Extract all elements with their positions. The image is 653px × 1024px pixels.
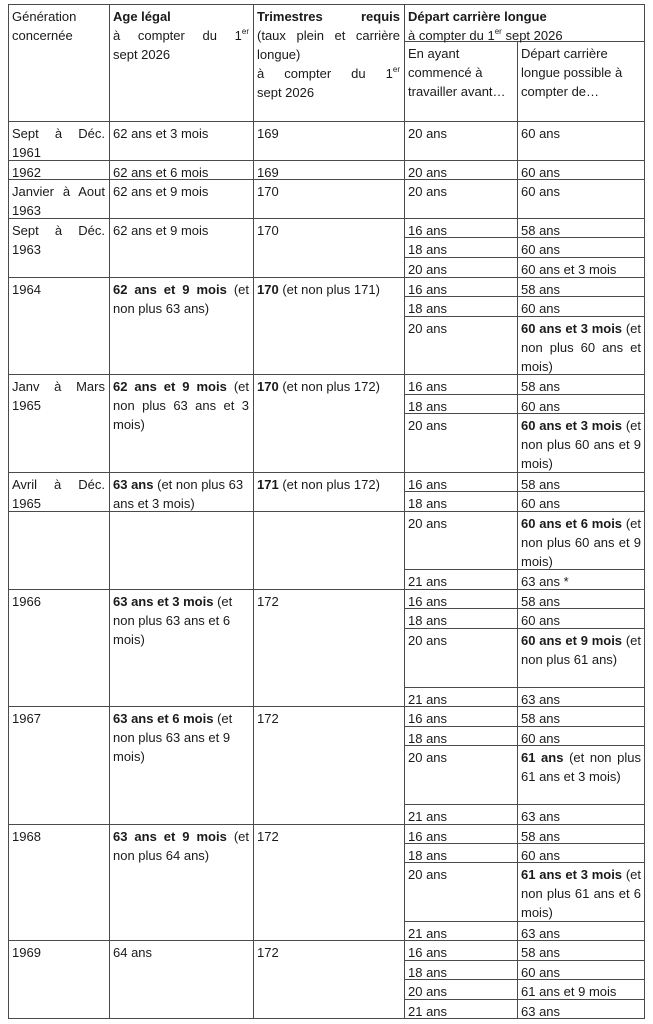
age-cell: 62 ans et 6 mois xyxy=(113,165,209,180)
start-age-cell: 21 ans xyxy=(408,926,448,941)
age-cell: 63 ans et 3 mois (et non plus 63 ans et 6 mois) xyxy=(113,594,233,647)
generation-cell: 1962 xyxy=(12,165,41,180)
start-age-cell: 18 ans xyxy=(408,242,448,257)
depart-cell: 58 ans xyxy=(521,711,561,726)
start-age-cell: 20 ans xyxy=(408,867,448,882)
generation-cell: Avril à Déc. 1965 xyxy=(12,477,105,511)
depart-cell: 61 ans et 3 mois (et non plus 61 ans et 6 mois) xyxy=(521,867,641,920)
start-age-cell: 20 ans xyxy=(408,418,448,433)
depart-cell: 60 ans xyxy=(521,613,561,628)
age-cell: 63 ans et 9 mois (et non plus 64 ans) xyxy=(113,829,249,863)
depart-cell: 60 ans xyxy=(521,184,561,199)
start-age-cell: 16 ans xyxy=(408,223,448,238)
depart-cell: 60 ans xyxy=(521,126,561,141)
start-age-cell: 16 ans xyxy=(408,477,448,492)
start-age-cell: 18 ans xyxy=(408,965,448,980)
depart-cell: 63 ans xyxy=(521,1004,561,1019)
start-age-cell: 18 ans xyxy=(408,301,448,316)
depart-cell: 58 ans xyxy=(521,594,561,609)
start-age-cell: 20 ans xyxy=(408,516,448,531)
header-generation: Génération concernée xyxy=(12,9,77,43)
start-age-cell: 16 ans xyxy=(408,829,448,844)
trimestres-cell: 172 xyxy=(257,945,279,960)
age-cell: 62 ans et 3 mois xyxy=(113,126,209,141)
trimestres-cell: 169 xyxy=(257,165,279,180)
depart-cell: 60 ans et 9 mois (et non plus 61 ans) xyxy=(521,633,641,667)
header-started-before: En ayant commencé à travailler avant… xyxy=(408,46,506,99)
generation-cell: 1966 xyxy=(12,594,41,609)
start-age-cell: 20 ans xyxy=(408,165,448,180)
generation-cell: Janvier à Aout 1963 xyxy=(12,184,105,218)
age-cell: 62 ans et 9 mois xyxy=(113,184,209,199)
start-age-cell: 18 ans xyxy=(408,848,448,863)
header-depart-carriere: Départ carrière longue à compter du 1er sept 2026 xyxy=(408,9,563,43)
trimestres-cell: 170 xyxy=(257,184,279,199)
start-age-cell: 21 ans xyxy=(408,692,448,707)
age-cell: 64 ans xyxy=(113,945,153,960)
depart-cell: 58 ans xyxy=(521,829,561,844)
start-age-cell: 21 ans xyxy=(408,574,448,589)
header-possible-from: Départ carrière longue possible à compter de… xyxy=(521,46,623,99)
depart-cell: 63 ans xyxy=(521,809,561,824)
depart-cell: 60 ans xyxy=(521,848,561,863)
trimestres-cell: 172 xyxy=(257,594,279,609)
age-cell: 62 ans et 9 mois (et non plus 63 ans et 3 mois) xyxy=(113,379,249,432)
start-age-cell: 20 ans xyxy=(408,321,448,336)
depart-cell: 60 ans xyxy=(521,301,561,316)
generation-cell: Sept à Déc. 1961 xyxy=(12,126,105,160)
depart-cell: 60 ans et 3 mois (et non plus 60 ans et 9 mois) xyxy=(521,418,641,471)
depart-cell: 60 ans et 6 mois (et non plus 60 ans et 9 mois) xyxy=(521,516,641,569)
depart-cell: 60 ans xyxy=(521,165,561,180)
start-age-cell: 16 ans xyxy=(408,282,448,297)
depart-cell: 60 ans xyxy=(521,399,561,414)
col-divider xyxy=(253,4,254,1019)
start-age-cell: 21 ans xyxy=(408,809,448,824)
depart-cell: 60 ans xyxy=(521,965,561,980)
depart-cell: 61 ans et 9 mois xyxy=(521,984,617,999)
trimestres-cell: 172 xyxy=(257,829,279,844)
start-age-cell: 18 ans xyxy=(408,496,448,511)
trimestres-cell: 170 (et non plus 171) xyxy=(257,282,380,297)
retirement-table xyxy=(8,4,645,1019)
trimestres-cell: 169 xyxy=(257,126,279,141)
depart-cell: 58 ans xyxy=(521,477,561,492)
depart-cell: 61 ans (et non plus 61 ans et 3 mois) xyxy=(521,750,641,784)
start-age-cell: 20 ans xyxy=(408,126,448,141)
trimestres-cell: 172 xyxy=(257,711,279,726)
age-cell: 63 ans (et non plus 63 ans et 3 mois) xyxy=(113,477,244,511)
generation-cell: 1969 xyxy=(12,945,41,960)
start-age-cell: 20 ans xyxy=(408,184,448,199)
depart-cell: 60 ans xyxy=(521,496,561,511)
depart-cell: 58 ans xyxy=(521,223,561,238)
start-age-cell: 20 ans xyxy=(408,262,448,277)
age-cell: 62 ans et 9 mois (et non plus 63 ans) xyxy=(113,282,249,316)
depart-cell: 58 ans xyxy=(521,945,561,960)
depart-cell: 63 ans xyxy=(521,926,561,941)
depart-cell: 60 ans et 3 mois (et non plus 60 ans et mois) xyxy=(521,321,641,374)
depart-cell: 60 ans et 3 mois xyxy=(521,262,617,277)
generation-cell: 1968 xyxy=(12,829,41,844)
start-age-cell: 16 ans xyxy=(408,711,448,726)
trimestres-cell: 171 (et non plus 172) xyxy=(257,477,380,492)
start-age-cell: 16 ans xyxy=(408,945,448,960)
header-trimestres: Trimestres requis (taux plein et carrière longue) à compter du 1er sept 2026 xyxy=(257,9,400,100)
trimestres-cell: 170 xyxy=(257,223,279,238)
depart-cell: 63 ans * xyxy=(521,574,569,589)
header-age-legal: Age légal à compter du 1er sept 2026 xyxy=(113,9,249,62)
start-age-cell: 20 ans xyxy=(408,750,448,765)
age-cell: 62 ans et 9 mois xyxy=(113,223,209,238)
start-age-cell: 20 ans xyxy=(408,633,448,648)
start-age-cell: 21 ans xyxy=(408,1004,448,1019)
start-age-cell: 20 ans xyxy=(408,984,448,999)
start-age-cell: 18 ans xyxy=(408,613,448,628)
start-age-cell: 18 ans xyxy=(408,399,448,414)
start-age-cell: 18 ans xyxy=(408,731,448,746)
depart-cell: 58 ans xyxy=(521,282,561,297)
start-age-cell: 16 ans xyxy=(408,379,448,394)
depart-cell: 58 ans xyxy=(521,379,561,394)
generation-cell: Janv à Mars 1965 xyxy=(12,379,105,413)
depart-cell: 63 ans xyxy=(521,692,561,707)
depart-cell: 60 ans xyxy=(521,242,561,257)
trimestres-cell: 170 (et non plus 172) xyxy=(257,379,380,394)
generation-cell: 1967 xyxy=(12,711,41,726)
generation-cell: Sept à Déc. 1963 xyxy=(12,223,105,257)
depart-cell: 60 ans xyxy=(521,731,561,746)
generation-cell: 1964 xyxy=(12,282,41,297)
age-cell: 63 ans et 6 mois (et non plus 63 ans et 9 mois) xyxy=(113,711,233,764)
start-age-cell: 16 ans xyxy=(408,594,448,609)
